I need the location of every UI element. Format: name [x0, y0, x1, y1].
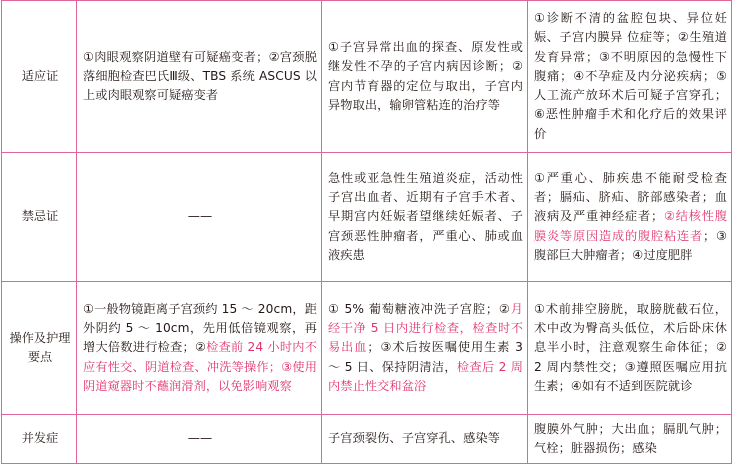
cell-colposcopy — [77, 415, 322, 464]
cell-text: ① 5% 葡萄糖液冲洗子宫腔；② — [328, 301, 511, 316]
empty-dash: —— — [187, 431, 213, 446]
cell-text: ①诊断不清的盆腔包块、异位妊娠、子宫内膜异 位症等；②生殖道发育异常；③不明原因的急慢性下腹痛；④不孕症及内分泌疾病；⑤人工流产放环术后可疑子宫穿孔；⑥恶性肿瘤手术和化疗后的效果评价 — [534, 11, 727, 141]
cell-text: 子宫颈裂伤、子宫穿孔、感染等 — [328, 431, 501, 446]
cell-laparoscopy — [528, 415, 732, 464]
cell-text: ；③术后按医嘱使用生素 3 ～ 5 日、保持阴清洁， — [328, 340, 523, 374]
cell-colposcopy — [77, 282, 322, 415]
table-row — [2, 282, 732, 415]
table-row — [2, 415, 732, 464]
cell-text: 急性或亚急性生殖道炎症，活动性子宫出血者、近期有子宫手术者、早期宫内妊娠者望继续妊娠者、子宫颈恶性肿瘤者，严重心、肺或血液疾患 — [328, 170, 523, 262]
highlighted-text: 检查前 24 小时内不应有性交、阴道检查、冲洗等操作；③使用阴道窥器时不蘸润滑剂，以免影响观察 — [83, 340, 317, 393]
highlighted-text: 检查后 2 周内禁止性交和盆浴 — [328, 359, 524, 393]
cell-laparoscopy — [528, 1, 732, 153]
cell-text: ①肉眼观察阴道壁有可疑癌变者；②宫颈脱落细胞检查巴氏Ⅲ级、TBS 系统 ASCUS 以上或肉眼观察可疑癌变者 — [83, 49, 317, 103]
row-label-indications: 适应证 — [2, 1, 77, 153]
cell-hysteroscopy — [322, 153, 528, 282]
cell-text: ①严重心、肺疾患不能耐受检查者；膈疝、脐疝、脐部感染者；血液病及严重神经症者； — [534, 170, 727, 224]
highlighted-text: 月经干净 5 日内进行检查，检查时不易出血 — [328, 301, 523, 355]
cell-hysteroscopy — [322, 1, 528, 153]
highlighted-text: ②结核性腹膜炎等原因造成的腹腔粘连者 — [534, 209, 727, 243]
table-row — [2, 1, 732, 153]
cell-laparoscopy — [528, 282, 732, 415]
cell-colposcopy — [77, 153, 322, 282]
cell-hysteroscopy — [322, 282, 528, 415]
empty-dash: —— — [187, 209, 213, 224]
row-label-complications: 并发症 — [2, 415, 77, 464]
table-row — [2, 153, 732, 282]
cell-laparoscopy — [528, 153, 732, 282]
cell-hysteroscopy — [322, 415, 528, 464]
cell-text: ；③腹部巨大肿瘤者；④过度肥胖 — [534, 228, 727, 262]
procedure-comparison-table — [1, 0, 732, 464]
cell-text: 腹膜外气肿；大出血；膈肌气肿；气栓；脏器损伤；感染 — [534, 421, 727, 455]
cell-colposcopy — [77, 1, 322, 153]
cell-text: ①子宫异常出血的探查、原发性或继发性不孕的子宫内病因诊断；②宫内节育器的定位与取出，子宫内异物取出，输卵管粘连的治疗等 — [328, 40, 523, 112]
cell-text: ①一般物镜距离子宫颈约 15 ～ 20cm，距外阴约 5 ～ 10cm，先用低倍镜观察，再增大倍数进行检查；② — [83, 301, 317, 355]
row-label-contraindications: 禁忌证 — [2, 153, 77, 282]
cell-text: ①术前排空膀胱，取膀胱截石位，术中改为臀高头低位，术后卧床休息半小时，注意观察生命体征；② 2 周内禁性交；③遵照医嘱应用抗生素；④如有不适到医院就诊 — [534, 301, 727, 393]
row-label-procedure-care: 操作及护理要点 — [2, 282, 77, 415]
